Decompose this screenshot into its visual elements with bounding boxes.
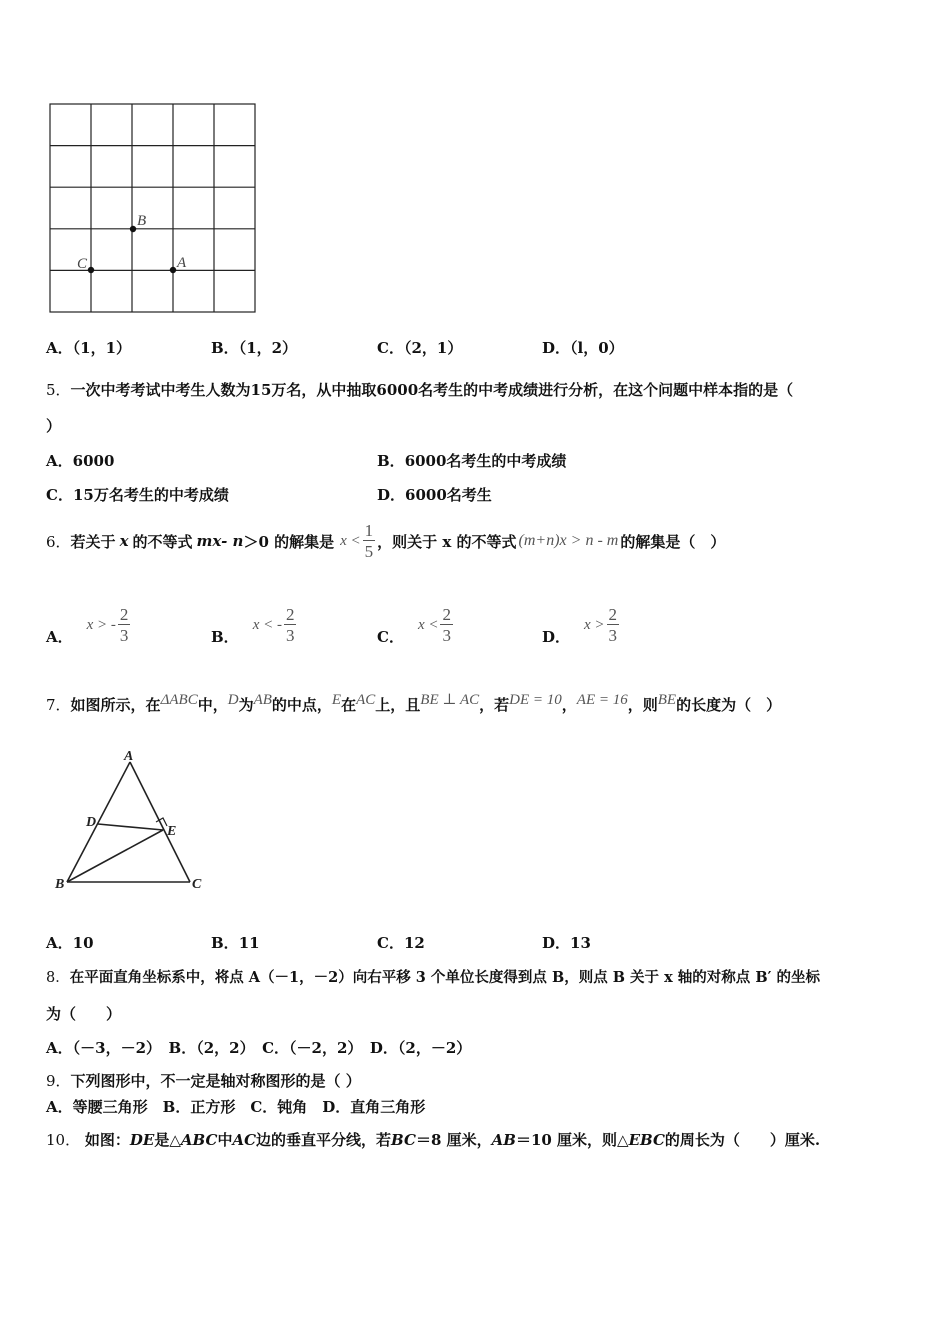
question-stem: 在平面直角坐标系中，将点 A（－1，－2）向右平移 3 个单位长度得到点 B，则点 B 关于 x 轴的对称点 B′ 的坐标 [69,969,820,986]
point-a-dot [170,267,176,273]
q9-options: A．等腰三角形 B．正方形 C．钝角 D．直角三角形 [46,1098,426,1116]
inequality-expression: (m+n)x > n - m [518,532,619,549]
q7-option-a [46,932,94,953]
option-text: 6000名考生的中考成绩 [404,452,567,470]
stem-math: DE [129,1131,155,1149]
q10-stem [46,1129,820,1150]
stem-text: 的中点， [271,696,332,714]
q8-stem-line1 [46,966,820,987]
q5-option-c [46,484,229,505]
q5-option-b [377,450,566,471]
vertex-b-label: B [55,877,65,892]
q8-stem-line2: 为（ ） [46,1005,122,1023]
vertex-d-label: D [86,815,97,830]
solution-lhs: x < [340,532,361,549]
option-lhs: x < [417,616,439,633]
stem-math: E [331,692,342,708]
q7-option-d [542,932,591,953]
fraction-numerator: 2 [285,605,295,624]
stem-math: BC [391,1131,416,1149]
solution-fraction [363,522,376,560]
stem-text: 上，且 [375,696,421,714]
question-number: 6． [46,532,71,551]
option-lhs: x > [584,616,605,633]
option-label: C． [377,934,404,952]
fraction-numerator: 1 [364,521,374,540]
option-lhs: x < - [252,616,282,633]
stem-text: 的不等式 [132,532,193,551]
stem-math: BE [657,692,677,708]
option-label: B． [211,934,239,952]
stem-math: AB [491,1131,516,1149]
stem-text: 中 [217,1131,233,1149]
option-text: 6000 [72,452,115,470]
q5-stem-line2: ） [46,417,62,435]
stem-text: 的解集是（ ） [620,532,726,551]
stem-math: AE = 16 [576,692,628,708]
stem-math: ΔABC [160,692,198,708]
stem-math: BE ⊥ AC [420,692,480,708]
stem-text: ，则 [627,696,658,714]
option-label: A． [46,934,73,952]
option-text: 13 [570,934,591,952]
vertex-e-label: E [167,824,177,839]
fraction-denominator: 3 [119,626,129,645]
triangle-figure [50,744,210,896]
option-fraction [118,606,131,644]
vertex-a-label: A [124,749,134,764]
stem-text: ，若 [479,696,510,714]
q7-option-c [377,932,425,953]
question-stem: 一次中考考试中考生人数为15万名，从中抽取6000名考生的中考成绩进行分析，在这个问题中样本指的是（ [70,381,794,399]
q6-option-b [211,600,298,650]
point-a-label: A [177,255,187,271]
q4-option-d [542,337,624,358]
option-text: 12 [403,934,425,952]
option-label: D． [542,339,571,357]
stem-text: 边的垂直平分线，若 [256,1131,392,1149]
grid-figure [44,98,264,320]
option-text: 11 [238,934,260,952]
option-label: C． [377,339,404,357]
option-label: A． [46,627,73,646]
stem-text: 在 [341,696,357,714]
question-stem: 下列图形中，不一定是轴对称图形的是（ ） [70,1072,361,1090]
stem-math: AB [253,692,272,708]
stem-math: DE = 10 [509,692,562,708]
stem-math: D [227,692,239,708]
stem-text: 的周长为（ ）厘米. [664,1131,821,1149]
option-text: 6000名考生 [405,486,492,504]
stem-text: 中， [197,696,228,714]
q6-stem [46,516,725,566]
option-fraction [607,606,620,644]
stem-text: 如图： [84,1131,130,1149]
q5-option-d [377,484,492,505]
stem-text: ＞0 的解集是 [243,532,335,551]
option-label: C． [377,627,404,646]
q5-stem-line1 [46,379,793,400]
option-text: 10 [72,934,94,952]
fraction-denominator: 5 [364,542,374,561]
fraction-numerator: 2 [119,605,129,624]
option-text: （l，0） [570,339,624,357]
question-number: 7． [46,696,71,714]
point-c-label: C [77,256,88,272]
q7-option-b [211,932,260,953]
point-c-dot [88,267,94,273]
q9-stem [46,1070,361,1091]
stem-math: AC [356,692,376,708]
point-b-dot [130,226,136,232]
option-fraction [440,606,453,644]
q4-option-b [211,337,297,358]
option-fraction [284,606,297,644]
option-text: （1，2） [238,339,298,357]
option-label: D． [542,627,571,646]
vertex-c-label: C [192,877,202,892]
q6-option-d [542,600,621,650]
stem-text: ， [561,696,577,714]
q4-option-a [46,337,131,358]
stem-math: ABC [180,1131,218,1149]
stem-inequality: mx- n [196,532,244,550]
question-number: 9． [46,1072,71,1090]
stem-text: 若关于 [70,532,116,551]
stem-math: EBC [628,1131,665,1149]
option-text: 15万名考生的中考成绩 [72,486,229,504]
stem-text: 如图所示，在 [70,696,161,714]
option-label: C． [46,486,73,504]
question-number: 8． [46,970,70,986]
fraction-numerator: 2 [608,605,618,624]
stem-math: AC [232,1131,257,1149]
q7-stem [46,694,781,715]
stem-text: ，则关于 x 的不等式 [377,532,517,551]
fraction-denominator: 3 [608,626,618,645]
option-text: （1，1） [72,339,132,357]
question-number: 5． [46,381,71,399]
question-number: 10． [46,1131,81,1149]
q4-option-c [377,337,462,358]
stem-text: 的长度为（ ） [676,696,782,714]
q6-option-a [46,600,132,650]
stem-var: x [119,532,129,550]
fraction-denominator: 3 [285,626,295,645]
option-label: B． [211,627,239,646]
option-label: B． [377,452,405,470]
option-text: （2，1） [403,339,463,357]
stem-text: 是△ [154,1131,181,1149]
option-label: A． [46,339,73,357]
q6-option-c [377,600,455,650]
option-label: A． [46,452,73,470]
stem-text: ＝10 厘米，则△ [515,1131,629,1149]
stem-text: ＝8 厘米， [415,1131,492,1149]
fraction-numerator: 2 [442,605,451,624]
point-b-label: B [137,213,147,229]
option-label: D． [542,934,571,952]
option-lhs: x > - [86,616,116,633]
option-label: D． [377,486,406,504]
stem-text: 为 [238,696,254,714]
q5-option-a [46,450,114,471]
fraction-denominator: 3 [442,626,451,645]
q8-options: A．（－3，－2） B．（2，2） C．（－2，2） D．（2，－2） [46,1039,472,1057]
option-label: B． [211,339,239,357]
